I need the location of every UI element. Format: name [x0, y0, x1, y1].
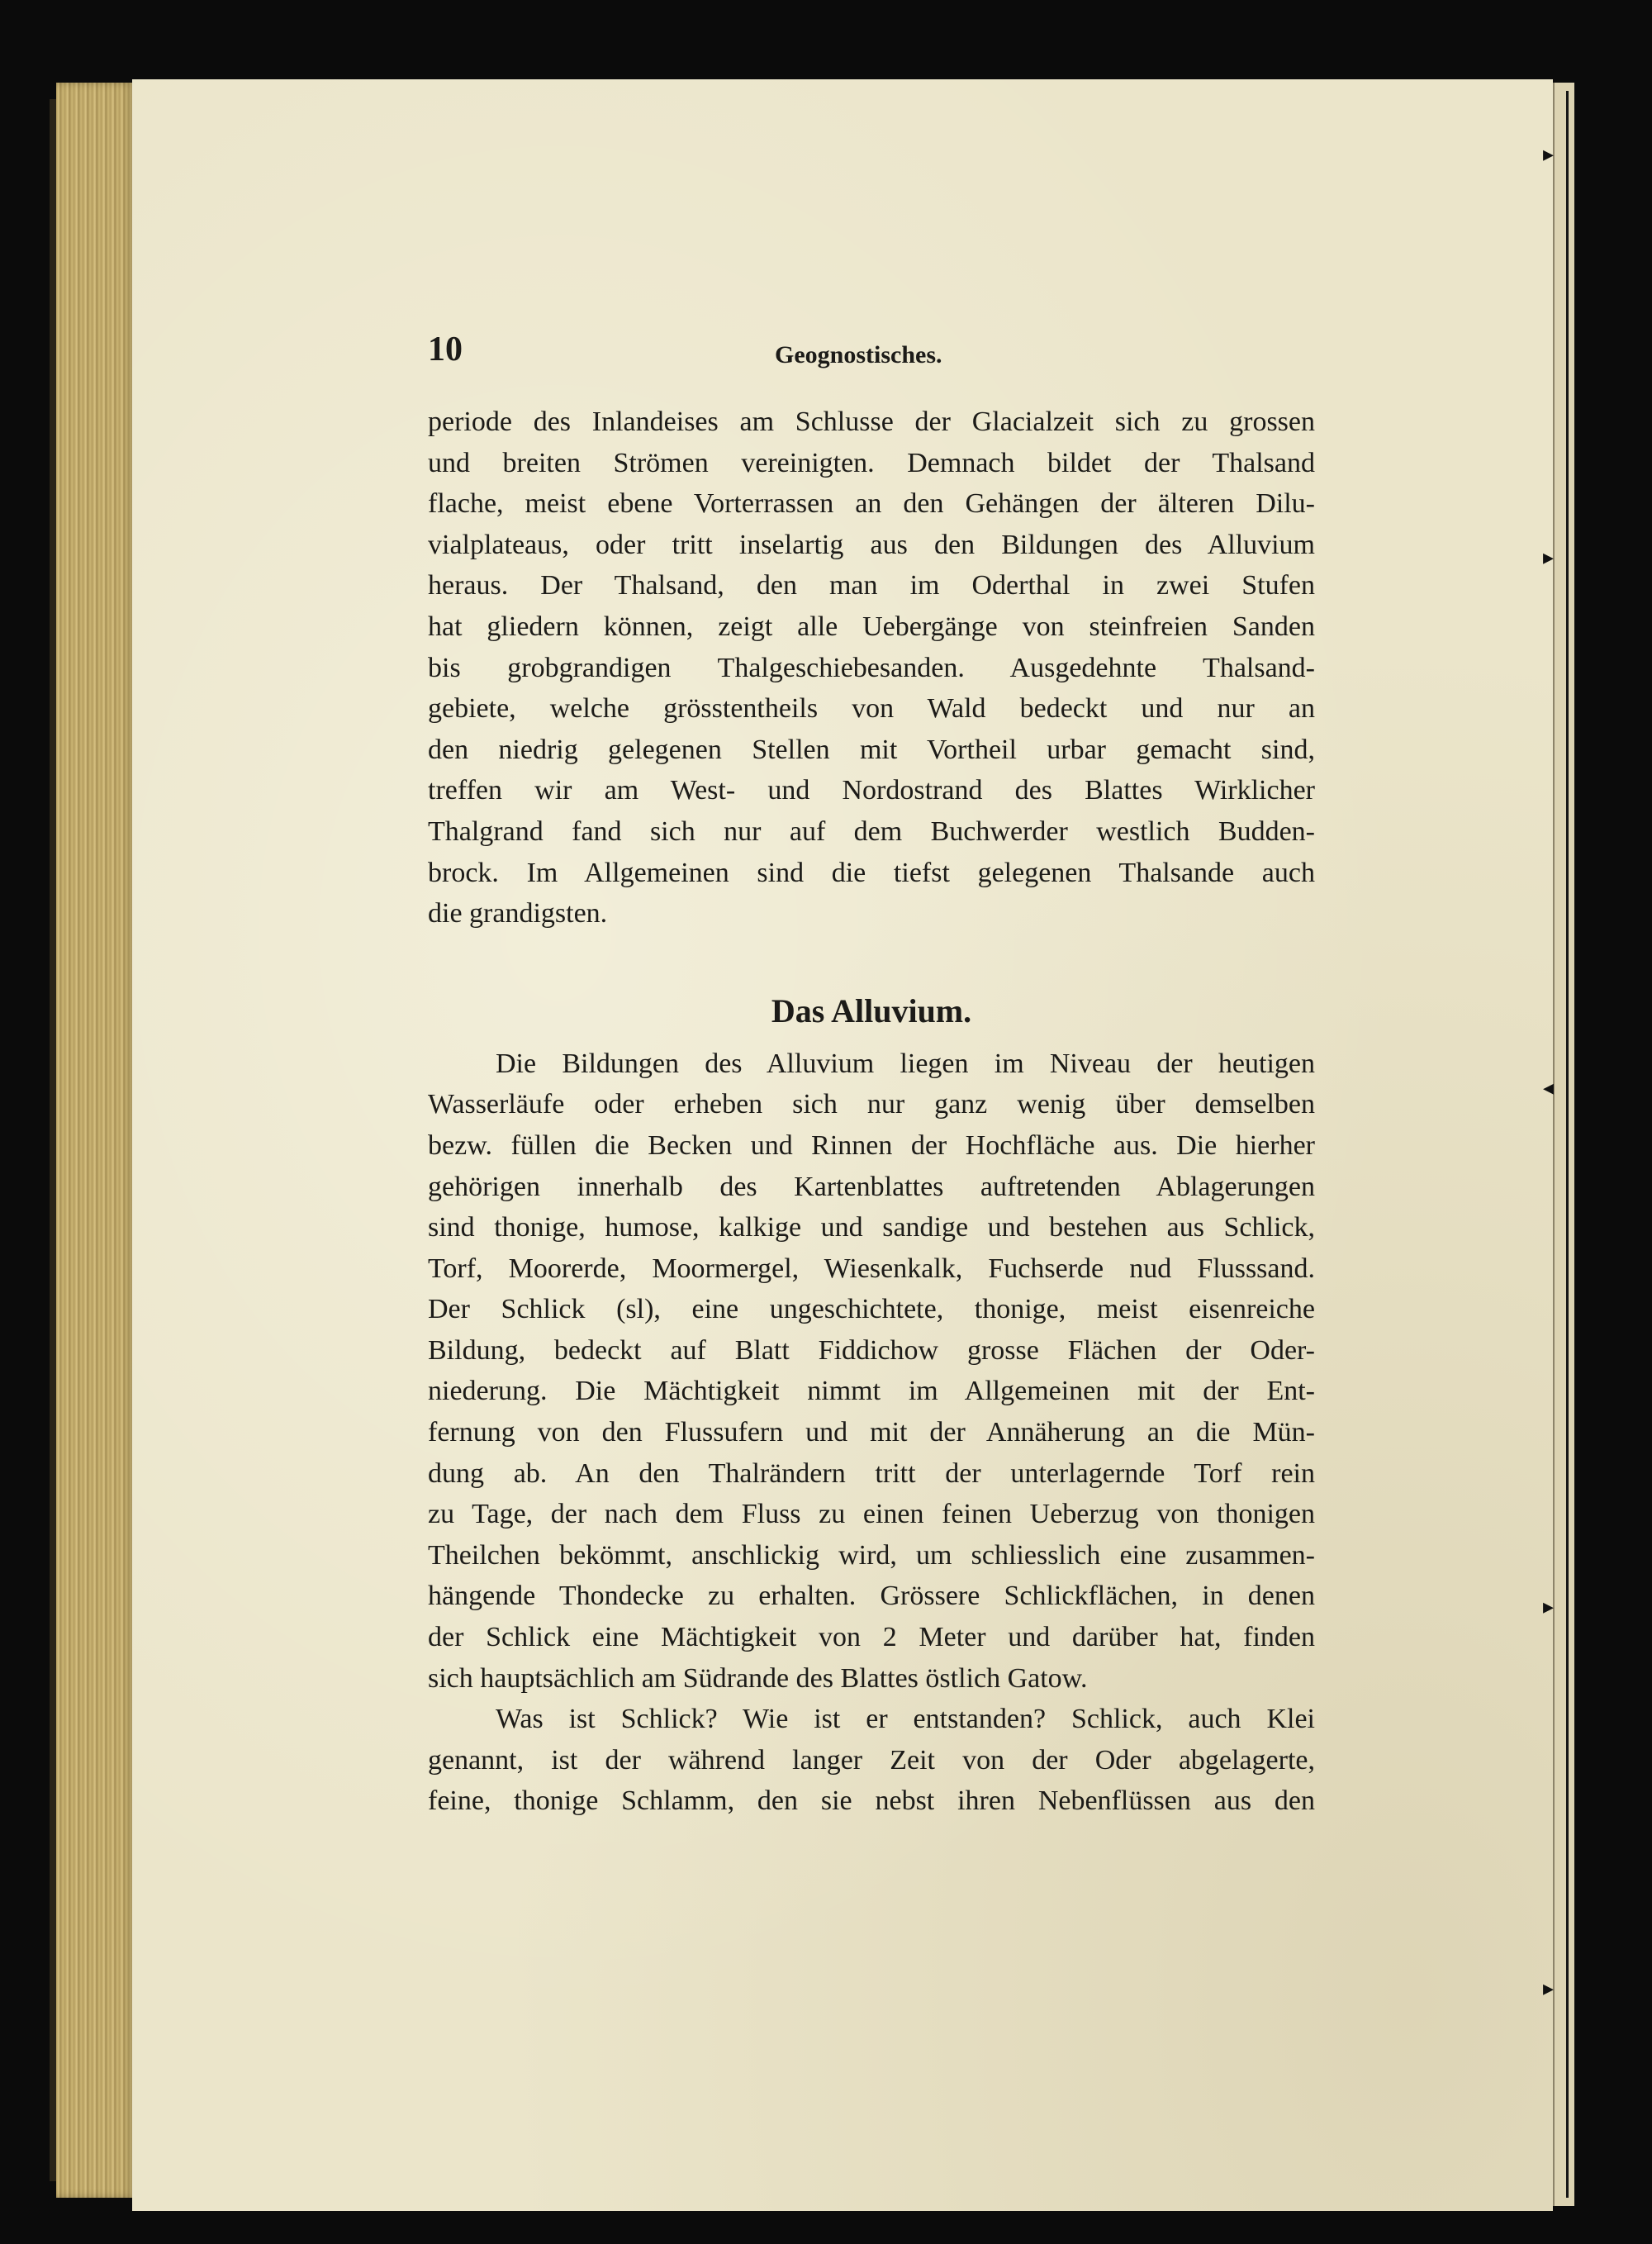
text-line: gehörigen innerhalb des Kartenblattes auftretenden Ablagerungen	[428, 1171, 1315, 1202]
text-line: der Schlick eine Mächtigkeit von 2 Meter und darüber hat, finden	[428, 1622, 1315, 1653]
page-header	[428, 329, 1315, 378]
text-line: flache, meist ebene Vorterrassen an den Gehängen der älteren Dilu-	[428, 488, 1315, 520]
book-page-edges	[56, 83, 135, 2198]
text-line: hängende Thondecke zu erhalten. Grössere Schlickflächen, in denen	[428, 1581, 1315, 1612]
margin-marker: ▸	[1543, 1595, 1555, 1619]
text-line: vialplateaus, oder tritt inselartig aus den Bildungen des Alluvium	[428, 529, 1315, 560]
page-text	[428, 329, 1315, 1822]
text-line: Die Bildungen des Alluvium liegen im Niveau der heutigen	[496, 1048, 1315, 1079]
page-number: 10	[428, 330, 463, 368]
text-line: hat gliedern können, zeigt alle Uebergänge von steinfreien Sanden	[428, 611, 1315, 642]
facing-page-edge	[1553, 83, 1574, 2206]
text-line: Wasserläufe oder erheben sich nur ganz wenig über demselben	[428, 1089, 1315, 1120]
text-line: sich hauptsächlich am Südrande des Blattes östlich Gatow.	[428, 1662, 1088, 1694]
text-line: treffen wir am West- und Nordostrand des Blattes Wirklicher	[428, 775, 1315, 806]
text-line: den niedrig gelegenen Stellen mit Vortheil urbar gemacht sind,	[428, 734, 1315, 765]
text-line: periode des Inlandeises am Schlusse der Glacialzeit sich zu grossen	[428, 406, 1315, 437]
text-line: Theilchen bekömmt, anschlickig wird, um schliesslich eine zusammen-	[428, 1539, 1315, 1571]
text-line: Bildung, bedeckt auf Blatt Fiddichow grosse Flächen der Oder-	[428, 1334, 1315, 1366]
margin-marker: ▸	[1543, 142, 1555, 167]
text-line: Torf, Moorerde, Moormergel, Wiesenkalk, Fuchserde nud Flusssand.	[428, 1253, 1315, 1284]
text-line: bezw. füllen die Becken und Rinnen der Hochfläche aus. Die hierher	[428, 1129, 1315, 1161]
text-line: und breiten Strömen vereinigten. Demnach bildet der Thalsand	[428, 447, 1315, 478]
text-line: die grandigsten.	[428, 898, 608, 929]
paragraph-alluvium	[428, 1044, 1315, 1700]
running-head: Geognostisches.	[775, 341, 942, 368]
text-line: feine, thonige Schlamm, den sie nebst ihren Nebenflüssen aus den	[428, 1785, 1315, 1817]
gutter-line	[1566, 91, 1569, 2198]
section-title: Das Alluvium.	[771, 991, 972, 1029]
text-line: niederung. Die Mächtigkeit nimmt im Allgemeinen mit der Ent-	[428, 1376, 1315, 1407]
text-line: gebiete, welche grösstentheils von Wald bedeckt und nur an	[428, 693, 1315, 725]
text-line: heraus. Der Thalsand, den man im Oderthal in zwei Stufen	[428, 570, 1315, 601]
text-line: Der Schlick (sl), eine ungeschichtete, thonige, meist eisenreiche	[428, 1294, 1315, 1325]
text-line: zu Tage, der nach dem Fluss zu einen feinen Ueberzug von thonigen	[428, 1499, 1315, 1530]
text-line: dung ab. An den Thalrändern tritt der unterlagernde Torf rein	[428, 1457, 1315, 1489]
text-line: genannt, ist der während langer Zeit von der Oder abgelagerte,	[428, 1744, 1315, 1776]
text-line: brock. Im Allgemeinen sind die tiefst gelegenen Thalsande auch	[428, 857, 1315, 888]
margin-marker: ▸	[1543, 1976, 1555, 2001]
margin-marker: ▸	[1543, 545, 1555, 570]
text-line: Thalgrand fand sich nur auf dem Buchwerder westlich Budden-	[428, 815, 1315, 847]
text-line: fernung von den Flussufern und mit der Annäherung an die Mün-	[428, 1417, 1315, 1448]
text-line: bis grobgrandigen Thalgeschiebesanden. Ausgedehnte Thalsand-	[428, 652, 1315, 683]
paragraph-schlick	[428, 1699, 1315, 1822]
paragraph-thalsand	[428, 402, 1315, 934]
text-line: sind thonige, humose, kalkige und sandige und bestehen aus Schlick,	[428, 1212, 1315, 1243]
text-line: Was ist Schlick? Wie ist er entstanden? Schlick, auch Klei	[496, 1704, 1315, 1735]
margin-marker: ◂	[1543, 1076, 1555, 1101]
